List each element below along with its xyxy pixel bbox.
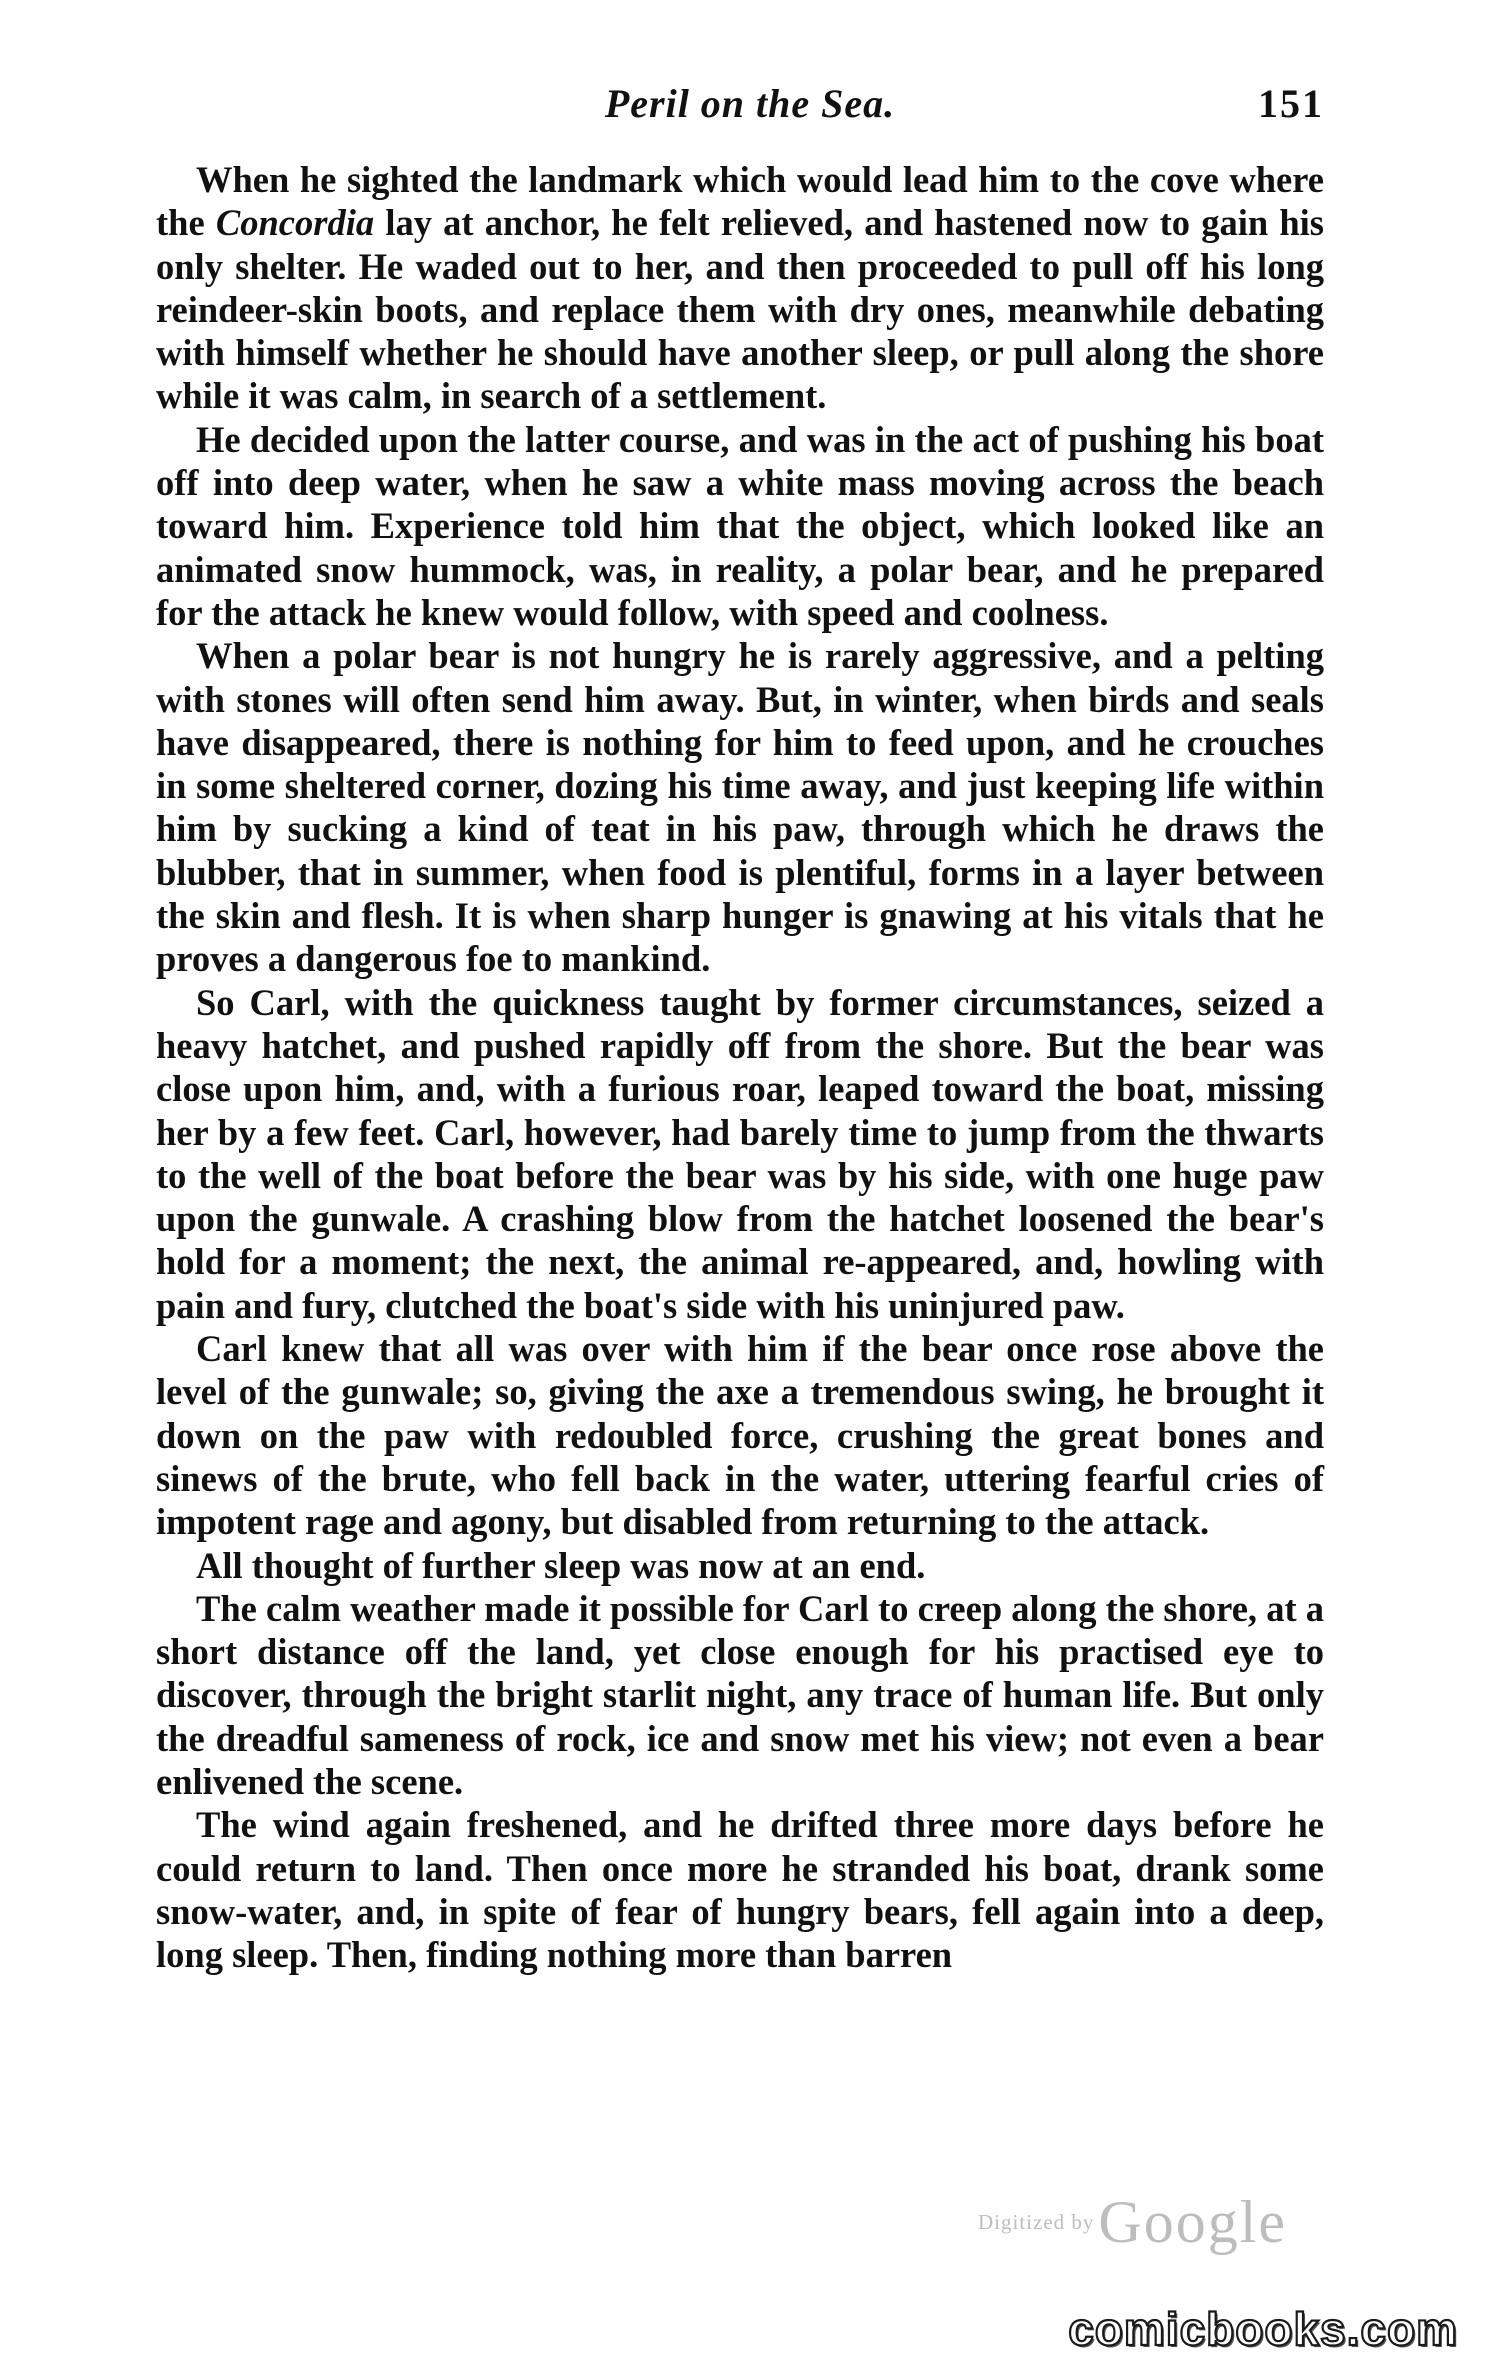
page-number: 151 [1258, 81, 1324, 126]
running-title: Peril on the Sea. [604, 81, 896, 126]
body-text [156, 158, 1324, 1976]
running-head [0, 74, 1500, 134]
comicbooks-watermark: comicbooks.com [1068, 2303, 1458, 2355]
paragraph-2: He decided upon the latter course, and was in the act of pushing his boat off into deep water, when he saw a white mass moving across the beach toward him. Experience told him that the object, which looked like an animated snow hummock, was, in reality, a polar bear, and he prepared for the attack he knew would follow, with speed and coolness. [156, 418, 1324, 633]
paragraph-1-end: lay at anchor, he felt relieved, and hastened now to gain his only shelter. He waded out to her, and then proceeded to pull off his long reindeer-skin boots, and replace them with dry ones, meanwhile debating with himself whether he should have another sleep, or pull along the shore while it was calm, in search of a settlement. [156, 202, 1325, 417]
google-logo-text: Google [1098, 2189, 1288, 2255]
paragraph-1-start: When he sighted the landmark which would lead him to the cove where the [156, 159, 1324, 244]
paragraph-6: All thought of further sleep was now at an end. [196, 1544, 926, 1586]
paragraph-7: The calm weather made it possible for Carl to creep along the shore, at a short distance off the land, yet close enough for his practised eye to discover, through the bright starlit night, any trace of human life. But only the dreadful sameness of rock, ice and snow met his view; not even a bear enlivened the scene. [156, 1587, 1324, 1802]
paragraph-3: When a polar bear is not hungry he is rarely aggressive, and a pelting with stones will often send him away. But, in winter, when birds and seals have disappeared, there is nothing for him to feed upon, and he crouches in some sheltered corner, dozing his time away, and just keeping life within him by sucking a kind of teat in his paw, through which he draws the blubber, that in summer, when food is plentiful, forms in a layer between the skin and flesh. It is when sharp hunger is gnawing at his vitals that he proves a dangerous foe to mankind. [156, 635, 1324, 980]
digitized-prefix: Digitized by [978, 2210, 1095, 2234]
digitized-by-google-mark [978, 2188, 1287, 2257]
paragraph-8: The wind again freshened, and he drifted three more days before he could return to land. Then once more he stranded his boat, drank some snow-water, and, in spite of fear of hungry bears, fell again into a deep, long sleep. Then, finding nothing more than barren [156, 1804, 1324, 1976]
paragraph-1 [156, 158, 1324, 418]
paragraph-4: So Carl, with the quickness taught by former circumstances, seized a heavy hatchet, and pushed rapidly off from the shore. But the bear was close upon him, and, with a furious roar, leaped toward the boat, missing her by a few feet. Carl, however, had barely time to jump from the thwarts to the well of the boat before the bear was by his side, with one huge paw upon the gunwale. A crashing blow from the hatchet loosened the bear's hold for a moment; the next, the animal re-appeared, and, howling with pain and fury, clutched the boat's side with his uninjured paw. [156, 981, 1324, 1326]
ship-name: Concordia [215, 202, 375, 244]
paragraph-5: Carl knew that all was over with him if the bear once rose above the level of the gunwale; so, giving the axe a tremendous swing, he brought it down on the paw with redoubled force, crushing the great bones and sinews of the brute, who fell back in the water, uttering fearful cries of impotent rage and agony, but disabled from returning to the attack. [156, 1328, 1324, 1543]
page-footer [0, 2178, 1500, 2358]
